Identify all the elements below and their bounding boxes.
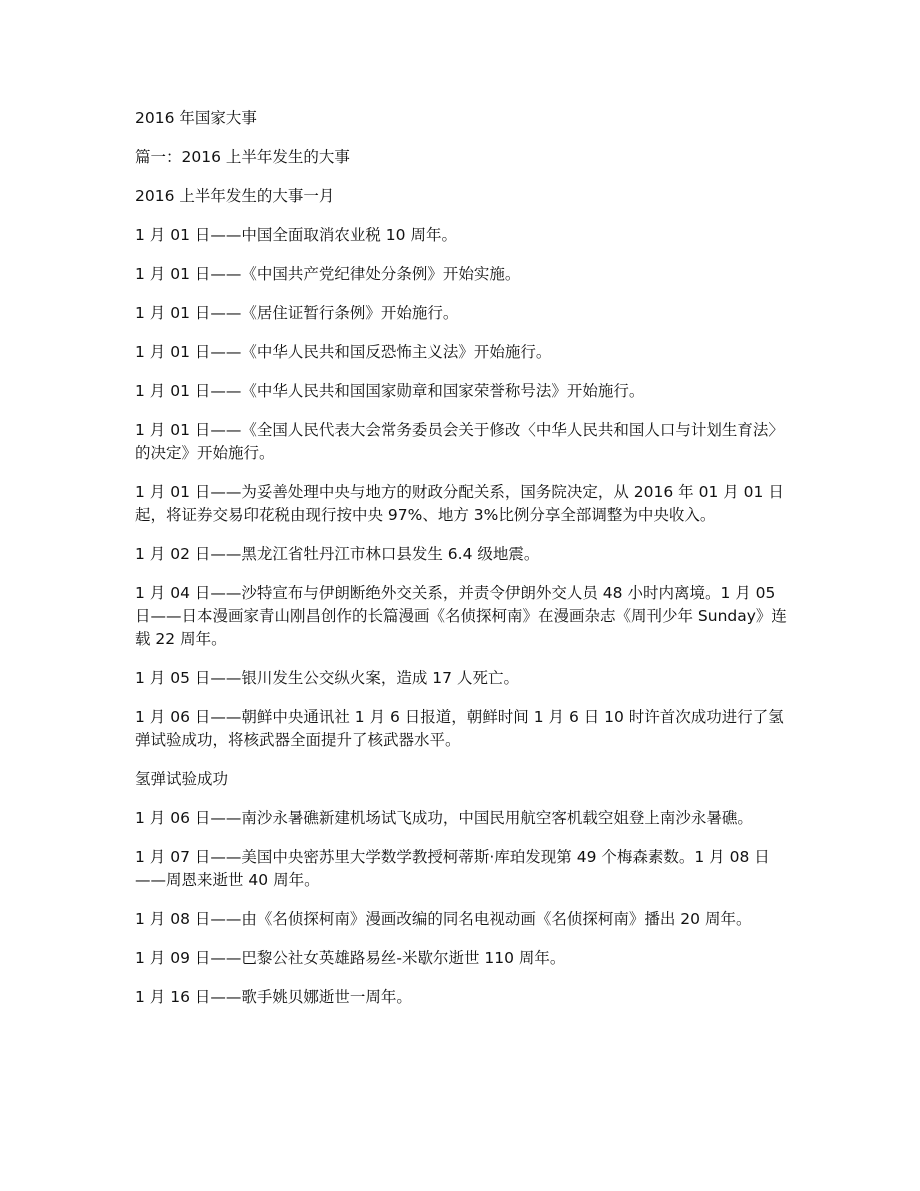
- section-heading: 篇一：2016 上半年发生的大事: [135, 148, 350, 166]
- document-body: [135, 107, 790, 1025]
- paragraph: 1 月 01 日——《中华人民共和国反恐怖主义法》开始施行。: [135, 343, 552, 361]
- paragraph: 1 月 01 日——《中华人民共和国国家勋章和国家荣誉称号法》开始施行。: [135, 382, 645, 400]
- paragraph: 1 月 01 日——中国全面取消农业税 10 周年。: [135, 226, 457, 244]
- paragraph: 氢弹试验成功: [135, 770, 229, 788]
- paragraph: 1 月 06 日——南沙永暑礁新建机场试飞成功，中国民用航空客机载空姐登上南沙永暑礁。: [135, 809, 753, 827]
- paragraph: 1 月 04 日——沙特宣布与伊朗断绝外交关系，并责令伊朗外交人员 48 小时内离境。1 月 05 日——日本漫画家青山刚昌创作的长篇漫画《名侦探柯南》在漫画杂志《周刊少年 Sunday》连载 22 周年。: [135, 584, 787, 648]
- paragraph: 1 月 16 日——歌手姚贝娜逝世一周年。: [135, 988, 412, 1006]
- document-title: 2016 年国家大事: [135, 109, 257, 127]
- paragraph: 1 月 01 日——《居住证暂行条例》开始施行。: [135, 304, 459, 322]
- paragraph: 1 月 08 日——由《名侦探柯南》漫画改编的同名电视动画《名侦探柯南》播出 20 周年。: [135, 910, 752, 928]
- paragraph: 1 月 02 日——黑龙江省牡丹江市林口县发生 6.4 级地震。: [135, 545, 540, 563]
- paragraph: 1 月 06 日——朝鲜中央通讯社 1 月 6 日报道，朝鲜时间 1 月 6 日 10 时许首次成功进行了氢弹试验成功，将核武器全面提升了核武器水平。: [135, 708, 784, 749]
- paragraph: 1 月 05 日——银川发生公交纵火案，造成 17 人死亡。: [135, 669, 519, 687]
- subheading: 2016 上半年发生的大事一月: [135, 187, 335, 205]
- paragraph: 1 月 01 日——《中国共产党纪律处分条例》开始实施。: [135, 265, 521, 283]
- paragraph: 1 月 01 日——为妥善处理中央与地方的财政分配关系，国务院决定，从 2016 年 01 月 01 日起，将证券交易印花税由现行按中央 97%、地方 3%比例分享全部调整为中央收入。: [135, 483, 784, 524]
- paragraph: 1 月 09 日——巴黎公社女英雄路易丝-米歇尔逝世 110 周年。: [135, 949, 566, 967]
- paragraph: 1 月 01 日——《全国人民代表大会常务委员会关于修改〈中华人民共和国人口与计划生育法〉的决定》开始施行。: [135, 421, 784, 462]
- paragraph: 1 月 07 日——美国中央密苏里大学数学教授柯蒂斯·库珀发现第 49 个梅森素数。1 月 08 日——周恩来逝世 40 周年。: [135, 848, 770, 889]
